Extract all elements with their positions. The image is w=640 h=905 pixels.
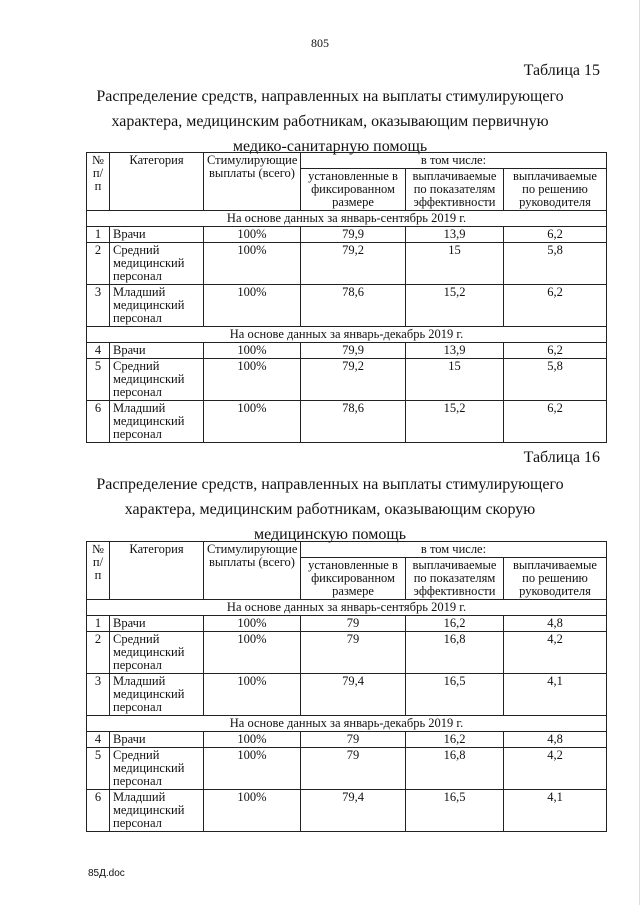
row-num: 6 bbox=[87, 790, 110, 832]
row-fixed: 79 bbox=[301, 616, 406, 632]
row-total: 100% bbox=[204, 790, 301, 832]
row-num: 4 bbox=[87, 343, 110, 359]
row-fixed: 79 bbox=[301, 732, 406, 748]
row-num: 4 bbox=[87, 732, 110, 748]
row-category: Врачи bbox=[110, 616, 204, 632]
row-manager: 5,8 bbox=[504, 243, 607, 285]
row-manager: 6,2 bbox=[504, 343, 607, 359]
row-fixed: 78,6 bbox=[301, 285, 406, 327]
row-total: 100% bbox=[204, 227, 301, 243]
row-efficiency: 16,2 bbox=[406, 616, 504, 632]
header-num: № п/п bbox=[87, 542, 110, 600]
row-num: 5 bbox=[87, 748, 110, 790]
row-category: Младший медицинский персонал bbox=[110, 285, 204, 327]
table-16 bbox=[86, 541, 607, 832]
page-number: 805 bbox=[311, 36, 329, 50]
row-efficiency: 13,9 bbox=[406, 343, 504, 359]
row-total: 100% bbox=[204, 401, 301, 443]
table-row bbox=[87, 790, 607, 832]
section-label: На основе данных за январь-сентябрь 2019 г. bbox=[87, 600, 607, 616]
row-manager: 4,1 bbox=[504, 674, 607, 716]
row-efficiency: 13,9 bbox=[406, 227, 504, 243]
header-efficiency: выплачиваемые по показателям эффективности bbox=[406, 169, 504, 211]
row-fixed: 79,4 bbox=[301, 790, 406, 832]
row-category: Средний медицинский персонал bbox=[110, 748, 204, 790]
row-fixed: 79,9 bbox=[301, 227, 406, 243]
header-fixed: установленные в фиксированном размере bbox=[301, 558, 406, 600]
row-category: Младший медицинский персонал bbox=[110, 790, 204, 832]
row-fixed: 79,4 bbox=[301, 674, 406, 716]
row-total: 100% bbox=[204, 359, 301, 401]
table-row bbox=[87, 732, 607, 748]
row-category: Средний медицинский персонал bbox=[110, 632, 204, 674]
row-category: Врачи bbox=[110, 227, 204, 243]
row-total: 100% bbox=[204, 674, 301, 716]
table-row bbox=[87, 616, 607, 632]
row-total: 100% bbox=[204, 616, 301, 632]
row-efficiency: 15,2 bbox=[406, 401, 504, 443]
row-num: 1 bbox=[87, 227, 110, 243]
row-num: 5 bbox=[87, 359, 110, 401]
row-efficiency: 16,5 bbox=[406, 790, 504, 832]
row-manager: 4,2 bbox=[504, 632, 607, 674]
header-manager: выплачиваемые по решению руководителя bbox=[504, 558, 607, 600]
row-num: 2 bbox=[87, 632, 110, 674]
table-16-caption: Таблица 16 bbox=[523, 449, 600, 466]
row-manager: 4,1 bbox=[504, 790, 607, 832]
row-category: Врачи bbox=[110, 343, 204, 359]
row-manager: 4,8 bbox=[504, 732, 607, 748]
header-fixed: установленные в фиксированном размере bbox=[301, 169, 406, 211]
row-manager: 4,2 bbox=[504, 748, 607, 790]
footer-filename: 85Д.doc bbox=[88, 868, 125, 879]
row-fixed: 79,2 bbox=[301, 359, 406, 401]
section-label: На основе данных за январь-декабрь 2019 г. bbox=[87, 327, 607, 343]
row-efficiency: 16,8 bbox=[406, 748, 504, 790]
header-category: Категория bbox=[110, 542, 204, 600]
table-16-title: Распределение средств, направленных на выплаты стимулирующего характера, медицинским работникам, оказывающим скорую медицинскую помощь bbox=[96, 476, 564, 543]
table-row bbox=[87, 227, 607, 243]
row-efficiency: 15 bbox=[406, 243, 504, 285]
row-num: 3 bbox=[87, 285, 110, 327]
header-including: в том числе: bbox=[301, 542, 607, 558]
row-manager: 5,8 bbox=[504, 359, 607, 401]
header-efficiency: выплачиваемые по показателям эффективности bbox=[406, 558, 504, 600]
header-total: Стимулирующие выплаты (всего) bbox=[204, 153, 301, 211]
row-num: 1 bbox=[87, 616, 110, 632]
table-15 bbox=[86, 152, 607, 443]
row-total: 100% bbox=[204, 732, 301, 748]
row-total: 100% bbox=[204, 632, 301, 674]
row-category: Средний медицинский персонал bbox=[110, 359, 204, 401]
row-efficiency: 15,2 bbox=[406, 285, 504, 327]
row-manager: 6,2 bbox=[504, 401, 607, 443]
row-manager: 4,8 bbox=[504, 616, 607, 632]
header-num: № п/п bbox=[87, 153, 110, 211]
row-category: Младший медицинский персонал bbox=[110, 401, 204, 443]
row-manager: 6,2 bbox=[504, 227, 607, 243]
row-total: 100% bbox=[204, 285, 301, 327]
row-total: 100% bbox=[204, 243, 301, 285]
header-manager: выплачиваемые по решению руководителя bbox=[504, 169, 607, 211]
header-total: Стимулирующие выплаты (всего) bbox=[204, 542, 301, 600]
table-15-caption: Таблица 15 bbox=[523, 62, 600, 79]
row-category: Врачи bbox=[110, 732, 204, 748]
row-manager: 6,2 bbox=[504, 285, 607, 327]
row-fixed: 79,2 bbox=[301, 243, 406, 285]
row-total: 100% bbox=[204, 343, 301, 359]
row-num: 6 bbox=[87, 401, 110, 443]
table-row bbox=[87, 748, 607, 790]
table-row bbox=[87, 401, 607, 443]
header-category: Категория bbox=[110, 153, 204, 211]
table-row bbox=[87, 674, 607, 716]
row-fixed: 79 bbox=[301, 748, 406, 790]
row-num: 2 bbox=[87, 243, 110, 285]
row-efficiency: 16,2 bbox=[406, 732, 504, 748]
row-efficiency: 16,5 bbox=[406, 674, 504, 716]
row-fixed: 78,6 bbox=[301, 401, 406, 443]
section-label: На основе данных за январь-сентябрь 2019 г. bbox=[87, 211, 607, 227]
row-total: 100% bbox=[204, 748, 301, 790]
row-fixed: 79 bbox=[301, 632, 406, 674]
row-category: Младший медицинский персонал bbox=[110, 674, 204, 716]
table-row bbox=[87, 243, 607, 285]
table-row bbox=[87, 359, 607, 401]
table-row bbox=[87, 343, 607, 359]
table-15-title: Распределение средств, направленных на выплаты стимулирующего характера, медицинским работникам, оказывающим первичную медико-санитарную помощь bbox=[96, 88, 564, 155]
row-num: 3 bbox=[87, 674, 110, 716]
row-category: Средний медицинский персонал bbox=[110, 243, 204, 285]
row-fixed: 79,9 bbox=[301, 343, 406, 359]
row-efficiency: 16,8 bbox=[406, 632, 504, 674]
table-row bbox=[87, 285, 607, 327]
table-row bbox=[87, 632, 607, 674]
section-label: На основе данных за январь-декабрь 2019 г. bbox=[87, 716, 607, 732]
row-efficiency: 15 bbox=[406, 359, 504, 401]
header-including: в том числе: bbox=[301, 153, 607, 169]
